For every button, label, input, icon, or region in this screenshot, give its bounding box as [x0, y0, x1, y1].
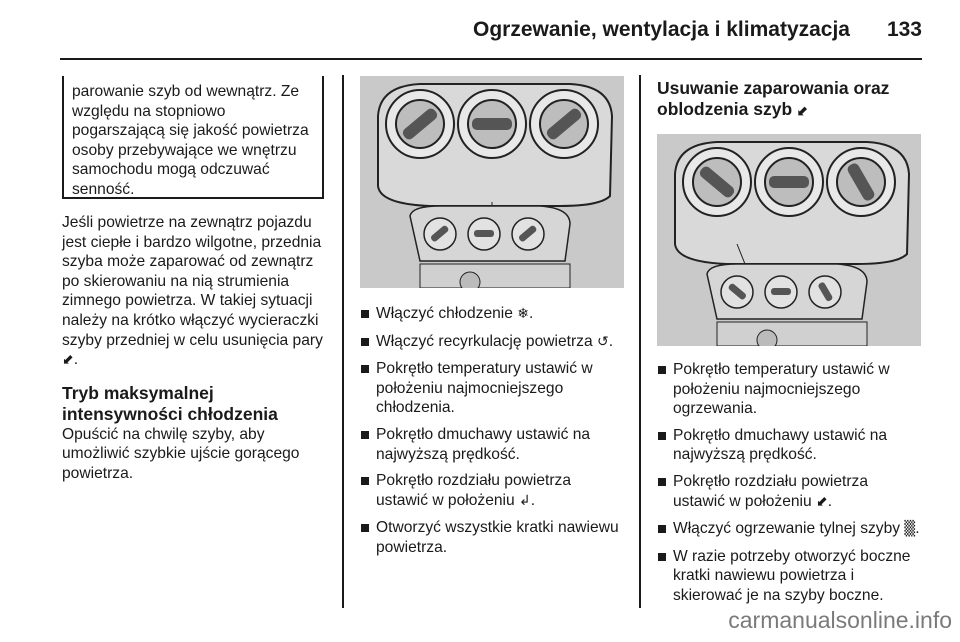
- paragraph-text: Jeśli powietrze na zewnątrz pojazdu jest ciepłe i bardzo wilgotne, przednia szyba może zaparować od zewnątrz po skierowaniu na nią strumienia zimnego powietrza. W takiej sytuacji należy na krótko włączyć wycieraczki szyby przedniej w celu usunięcia pary: [62, 214, 323, 349]
- section-heading-max-cooling: Tryb maksymalnej intensywności chłodzenia: [62, 382, 278, 424]
- page-header: [60, 18, 922, 48]
- page-number: 133: [886, 18, 922, 41]
- warning-box: [62, 76, 324, 199]
- list-item: Pokrętło dmuchawy ustawić na najwyższą prędkość.: [360, 425, 626, 464]
- list-item: Pokrętło dmuchawy ustawić na najwyższą prędkość.: [657, 426, 923, 465]
- paragraph-fog-outside: [62, 213, 328, 371]
- column-2: [360, 76, 626, 565]
- bullet-icon: [361, 310, 369, 318]
- bullet-icon: [361, 477, 369, 485]
- bullet-icon: [361, 431, 369, 439]
- bullet-icon: [658, 432, 666, 440]
- ac-snowflake-icon: ❄: [517, 306, 530, 322]
- list-item: Włączyć recyrkulację powietrza ↺.: [360, 332, 626, 353]
- max-cooling-steps: [360, 304, 626, 558]
- climate-control-figure-defog: [657, 134, 921, 346]
- chapter-title: Ogrzewanie, wentylacja i klimatyzacja: [472, 18, 850, 41]
- bullet-icon: [658, 525, 666, 533]
- column-divider-1: [342, 75, 344, 608]
- warning-text: parowanie szyb od wewnątrz. Ze względu na stopniowo pogarszającą się jakość powietrza osoby przebywające we wnętrzu samochodu mogą odczuwać senność.: [72, 83, 309, 198]
- rear-window-heating-icon: ▒: [904, 521, 916, 538]
- list-item: Pokrętło rozdziału powietrza ustawić w położeniu ↲.: [360, 471, 626, 511]
- list-item: Otworzyć wszystkie kratki nawiewu powietrza.: [360, 518, 626, 557]
- bullet-icon: [658, 366, 666, 374]
- list-item: Pokrętło temperatury ustawić w położeniu najmocniejszego ogrzewania.: [657, 360, 923, 419]
- list-item: Włączyć ogrzewanie tylnej szyby ▒.: [657, 519, 923, 540]
- list-item: W razie potrzeby otworzyć boczne kratki nawiewu powietrza i skierować je na szyby boczne.: [657, 547, 923, 606]
- climate-control-figure: [360, 76, 624, 288]
- column-3: [657, 76, 923, 613]
- watermark: carmanualsonline.info: [728, 607, 952, 633]
- list-item: Pokrętło temperatury ustawić w położeniu najmocniejszego chłodzenia.: [360, 359, 626, 418]
- windscreen-defrost-icon: ⬋: [62, 352, 74, 369]
- climate-panel-illustration: [360, 76, 624, 288]
- paragraph-end: .: [73, 351, 79, 369]
- windscreen-defrost-icon: ⬋: [797, 103, 809, 119]
- bullet-icon: [658, 478, 666, 486]
- column-divider-2: [639, 75, 641, 608]
- bullet-icon: [658, 553, 666, 561]
- header-rule: [60, 58, 922, 60]
- paragraph-open-windows: Opuścić na chwilę szyby, aby umożliwić szybkie ujście gorącego powietrza.: [62, 425, 300, 482]
- air-distribution-footwell-icon: ↲: [519, 492, 531, 509]
- recirculation-icon: ↺: [596, 333, 609, 350]
- windscreen-defrost-icon: ⬋: [816, 493, 828, 510]
- list-item: Pokrętło rozdziału powietrza ustawić w położeniu ⬋.: [657, 472, 923, 512]
- column-1: [62, 76, 328, 484]
- bullet-icon: [361, 365, 369, 373]
- bullet-icon: [361, 524, 369, 532]
- defog-steps: [657, 360, 923, 606]
- climate-panel-illustration: [657, 134, 921, 346]
- bullet-icon: [361, 338, 369, 346]
- list-item: Włączyć chłodzenie ❄.: [360, 304, 626, 325]
- section-heading-defog: Usuwanie zaparowania oraz oblodzenia szyb ⬋: [657, 78, 890, 119]
